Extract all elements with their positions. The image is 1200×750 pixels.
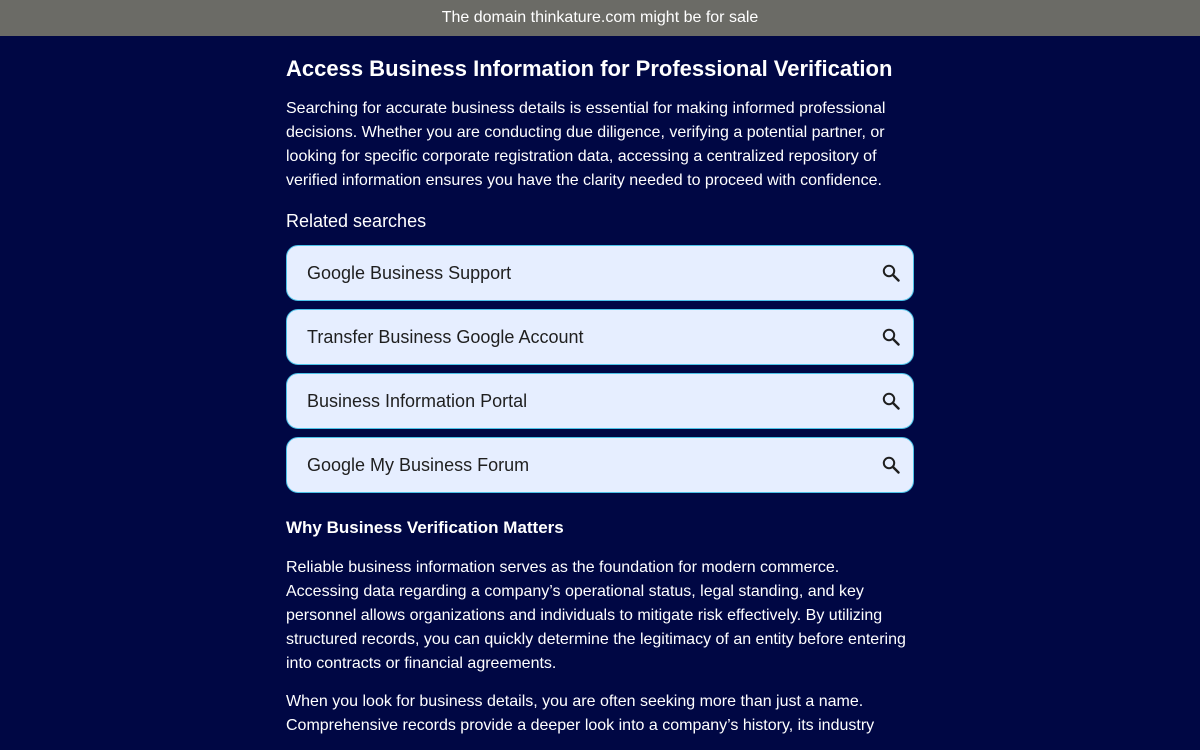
related-search-item[interactable] — [286, 309, 914, 365]
body-paragraph: When you look for business details, you are often seeking more than just a name. Comprehensive records provide a deeper look into a company’s history, its industry — [286, 693, 875, 734]
related-search-label: Transfer Business Google Account — [307, 326, 584, 347]
related-search-label: Google My Business Forum — [307, 454, 530, 475]
section-heading: Why Business Verification Matters — [286, 518, 564, 537]
related-searches-list — [286, 245, 914, 493]
related-search-label: Business Information Portal — [307, 390, 528, 411]
search-icon — [881, 263, 901, 283]
search-icon — [881, 391, 901, 411]
related-search-label: Google Business Support — [307, 262, 512, 283]
related-search-item[interactable] — [286, 437, 914, 493]
domain-sale-banner[interactable] — [0, 0, 1200, 36]
page-title: Access Business Information for Professional Verification — [286, 56, 893, 81]
search-icon — [881, 327, 901, 347]
body-paragraph: Reliable business information serves as the foundation for modern commerce. Accessing data regarding a company’s operational status, legal standing, and key personnel allows organizations and individuals to mitigate risk effectively. By utilizing structured records, you can quickly determine the legitimacy of an entity before entering into contracts or financial agreements. — [286, 559, 906, 672]
main-content — [286, 36, 914, 738]
related-search-item[interactable] — [286, 373, 914, 429]
intro-paragraph: Searching for accurate business details is essential for making informed professional decisions. Whether you are conducting due diligence, verifying a potential partner, or looking for specific corporate registration data, accessing a centralized repository of verified information ensures you have the clarity needed to proceed with confidence. — [286, 100, 886, 189]
related-searches-label: Related searches — [286, 211, 427, 231]
banner-text[interactable]: The domain thinkature.com might be for sale — [441, 9, 759, 26]
related-search-item[interactable] — [286, 245, 914, 301]
search-icon — [881, 455, 901, 475]
